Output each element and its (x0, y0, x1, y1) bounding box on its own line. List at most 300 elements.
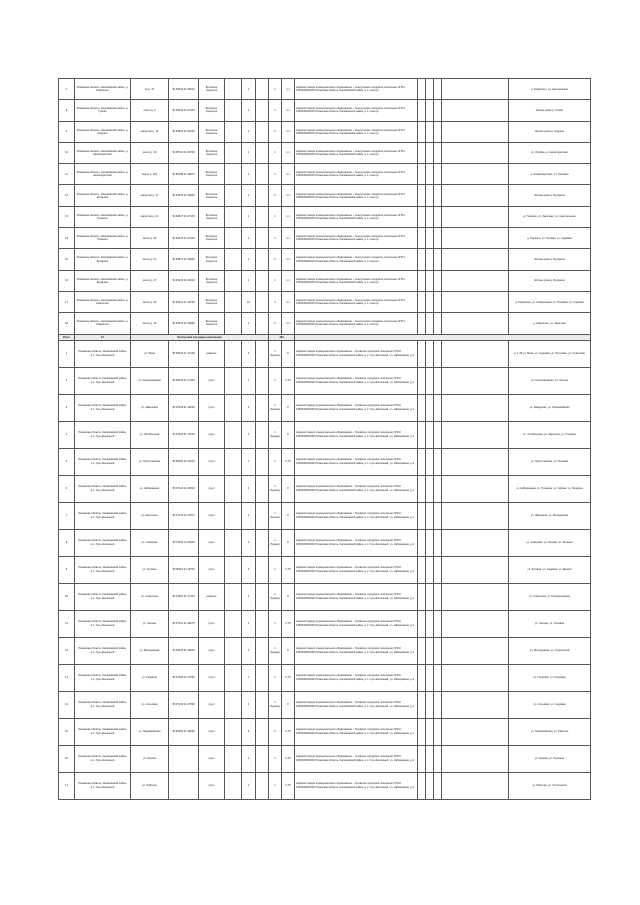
cell-vol: 1 (242, 228, 256, 249)
cell-surface: грунт (199, 664, 225, 691)
cell-place: Рязанская область, Касимовский район, р.п. Гусь-Железный (75, 718, 131, 745)
cell-src: Жилые дома д. Бухарино (509, 249, 591, 270)
table-row (59, 448, 591, 475)
cell-coords: 55.07612 41.18275 (169, 610, 199, 637)
cell-n: 8 (59, 100, 75, 121)
cell-owner: Администрация муниципального образования – Гусевское городское поселение ОГРН 1056206000246 Рязанская область, Касимовский район, р.п. Гусь-Железный, ул. Набережная, д.1 (295, 718, 418, 745)
empty-cell (418, 291, 426, 312)
cell-src: ул. Заводская, ул. Первомайская (509, 394, 591, 421)
empty-cell (426, 121, 434, 142)
empty-cell (434, 421, 442, 448)
cell-kt: 0,75 (282, 367, 295, 394)
cell-kt: 1,1 (282, 270, 295, 291)
empty-cell (418, 340, 426, 367)
cell-vol: 4 (242, 394, 256, 421)
cell-surface: грунт (199, 448, 225, 475)
empty-cell (418, 664, 426, 691)
empty-cell (225, 185, 242, 206)
empty-cell (426, 185, 434, 206)
cell-place: Рязанская область, Касимовский район, р.п. Гусь-Железный (75, 502, 131, 529)
empty-cell (442, 249, 509, 270)
empty-cell (225, 228, 242, 249)
empty-cell (426, 448, 434, 475)
empty-cell (442, 583, 509, 610)
cell-surface: асфальт (199, 583, 225, 610)
cell-src: ул. Пролетарская, ул. Полевая (509, 448, 591, 475)
cell-coords: 54.93425 41.27040 (169, 228, 199, 249)
cell-coords: 55.07130 41.17590 (169, 691, 199, 718)
cell-coords: 54.93436 41.39912 (169, 79, 199, 100)
empty-cell (225, 502, 242, 529)
cell-owner: Администрация муниципального образования – Гусевское городское поселение ОГРН 1056206000246 Рязанская область, Касимовский район, р.п. Гусь-Железный, ул. Набережная, д.1 (295, 691, 418, 718)
empty-cell (442, 691, 509, 718)
empty-cell (426, 583, 434, 610)
empty-cell (434, 529, 442, 556)
empty-cell (426, 556, 434, 583)
empty-cell (434, 249, 442, 270)
cell-owner: Администрация муниципального образования – Гусевское городское поселение ОГРН 1056206000246 Рязанская область, Касимовский район, р.п. Гусь-Железный, ул. Набережная, д.1 (295, 367, 418, 394)
empty-cell (256, 745, 269, 772)
cell-n: 11 (59, 610, 75, 637)
cell-coords: 54.93412 41.29790 (169, 291, 199, 312)
cell-vol: 1 (242, 664, 256, 691)
empty-cell (225, 691, 242, 718)
cell-coords: 55.07124 41.16820 (169, 475, 199, 502)
empty-cell (418, 121, 426, 142)
table-row (59, 249, 591, 270)
cell-street: ул. Северная (131, 529, 169, 556)
cell-surface: грунт (199, 637, 225, 664)
empty-cell (442, 121, 509, 142)
cell-street: напротив д. 21 (131, 206, 169, 227)
cell-surface: Бетонное покрытие (199, 270, 225, 291)
cell-vol: 4 (242, 475, 256, 502)
empty-cell (225, 121, 242, 142)
cell-owner: Администрация муниципального образования – Гусевское городское поселение ОГРН 1056206000246 Рязанская область, Касимовский район, р.п. Гусь-Железный, ул. Набережная, д.1 (295, 745, 418, 772)
cell-kt: 8 (282, 340, 295, 367)
empty-cell (434, 691, 442, 718)
empty-cell (418, 228, 426, 249)
cell-sq: 2 (269, 313, 282, 334)
cell-street: ул. Сосновая (131, 691, 169, 718)
table-row (59, 270, 591, 291)
table-row (59, 772, 591, 799)
cell-street: около д. 21 (131, 249, 169, 270)
empty-cell (418, 367, 426, 394)
registry-table (58, 78, 591, 800)
empty-cell (418, 718, 426, 745)
table-row (59, 164, 591, 185)
empty-cell (418, 421, 426, 448)
empty-cell (418, 164, 426, 185)
registry-part-2 (59, 340, 591, 799)
empty-cell (256, 583, 269, 610)
empty-cell (418, 745, 426, 772)
cell-place: Рязанская область, Касимовский район, д. Бухарино (75, 270, 131, 291)
cell-surface: Бетонное покрытие (199, 79, 225, 100)
cell-vol: 1 (242, 79, 256, 100)
cell-place: Рязанская область, Касимовский район, д. Ковригино (75, 291, 131, 312)
cell-kt: 1,1 (282, 121, 295, 142)
cell-n: 8 (59, 529, 75, 556)
cell-place: Рязанская область, Касимовский район, р.п. Гусь-Железный (75, 664, 131, 691)
empty-cell (256, 100, 269, 121)
table-row (59, 228, 591, 249)
cell-kt: 1,1 (282, 142, 295, 163)
empty-cell (442, 772, 509, 799)
cell-surface: Бетонное покрытие (199, 185, 225, 206)
empty-cell (418, 313, 426, 334)
cell-vol: 1 (242, 448, 256, 475)
empty-cell (434, 185, 442, 206)
cell-sq: 4 (269, 291, 282, 312)
empty-cell (434, 583, 442, 610)
cell-surface: грунт (199, 691, 225, 718)
cell-place: Рязанская область, Касимовский район, р.п. Гусь-Железный (75, 367, 131, 394)
empty-cell (256, 291, 269, 312)
cell-src: ул. Рабочая, ул. Строителей (509, 772, 591, 799)
empty-cell (418, 206, 426, 227)
empty-cell (225, 313, 242, 334)
cell-surface: грунт (199, 610, 225, 637)
cell-vol: 4 (242, 529, 256, 556)
cell-surface: грунт (199, 718, 225, 745)
cell-src: д. Ковригино, ул. Центральная (509, 79, 591, 100)
cell-vol: 12 (242, 291, 256, 312)
cell-src: д. Перкино, ул. Луговая, ул. Садовая (509, 228, 591, 249)
cell-vol: 1 (242, 249, 256, 270)
cell-vol: 3 (242, 556, 256, 583)
empty-cell (418, 448, 426, 475)
cell-owner: Администрация муниципального образования – Гусевское городское поселение ОГРН 1056206000246 Рязанская область, Касимовский район, р.п. Гусь-Железный, ул. Набережная, д.1 (295, 529, 418, 556)
cell-owner: Администрация муниципального образования – Гусевское городское поселение ОГРН 1056206000246 Рязанская область, Касимовский район, р.п. Гусь-Железный, ул. Набережная, д.1 (295, 502, 418, 529)
cell-place: Рязанская область, Касимовский район, д. Бухарино (75, 185, 131, 206)
cell-n: 13 (59, 664, 75, 691)
table-row (59, 291, 591, 312)
cell-src: д. Ковригино, ул. Заречная (509, 313, 591, 334)
cell-src: ул. Октябрьская, ул. Заречная, ул. Полевая (509, 421, 591, 448)
cell-owner: Администрация муниципального образования – Сынтульское городское поселение ОГРН 1056206000215 Рязанская область, Касимовский район, р.п. Сынтул (295, 228, 418, 249)
cell-sq: 1 (269, 367, 282, 394)
empty-cell (256, 249, 269, 270)
empty-cell (434, 448, 442, 475)
cell-street: ул. Лесная (131, 610, 169, 637)
cell-sq: 1 (бункер) (269, 637, 282, 664)
cell-place: Рязанская область, Касимовский район, д. Перкино (75, 206, 131, 227)
cell-sq: 1 (269, 100, 282, 121)
cell-surface: грунт (199, 475, 225, 502)
cell-n: 6 (59, 475, 75, 502)
cell-street: ул. Мира (131, 340, 169, 367)
empty-cell (426, 529, 434, 556)
registry-part-1 (59, 79, 591, 335)
cell-street: ул. Школьная (131, 502, 169, 529)
cell-coords: 55.06542 41.17444 (169, 367, 199, 394)
empty-cell (442, 718, 509, 745)
cell-sq: 1 (269, 610, 282, 637)
cell-kt: 1,1 (282, 206, 295, 227)
cell-owner: Администрация муниципального образования – Гусевское городское поселение ОГРН 1056206000246 Рязанская область, Касимовский район, р.п. Гусь-Железный, ул. Набережная, д.1 (295, 475, 418, 502)
cell-sq: 1 (бункер) (269, 475, 282, 502)
cell-sq: 1 (269, 772, 282, 799)
empty-cell (434, 637, 442, 664)
cell-kt: 0,75 (282, 556, 295, 583)
cell-vol: 1 (242, 745, 256, 772)
empty-cell (256, 367, 269, 394)
empty-cell (434, 394, 442, 421)
cell-place: Рязанская область, Касимовский район, р.п. Гусь-Железный (75, 475, 131, 502)
cell-n: 14 (59, 691, 75, 718)
cell-kt: 1,1 (282, 185, 295, 206)
cell-place: Рязанская область, Касимовский район, р.п. Гусь-Железный (75, 448, 131, 475)
empty-cell (442, 367, 509, 394)
cell-coords: 55.07190 41.17530 (169, 664, 199, 691)
empty-cell (426, 228, 434, 249)
table-row (59, 421, 591, 448)
empty-cell (442, 610, 509, 637)
empty-cell (442, 475, 509, 502)
cell-vol: 4 (242, 583, 256, 610)
cell-street: около д. 16 (131, 313, 169, 334)
table-row (59, 529, 591, 556)
cell-vol: 3 (242, 718, 256, 745)
empty-cell (434, 164, 442, 185)
empty-cell (442, 291, 509, 312)
cell-sq: 1 (269, 745, 282, 772)
cell-kt: 8 (282, 421, 295, 448)
cell-kt: 8 (282, 691, 295, 718)
cell-sq: 1 (бункер) (269, 421, 282, 448)
cell-street: около д. 115 (131, 164, 169, 185)
empty-cell (418, 610, 426, 637)
empty-cell (256, 142, 269, 163)
cell-sq: 2 (269, 718, 282, 745)
cell-vol: 1 (242, 142, 256, 163)
cell-street: ул. Пролетарская (131, 448, 169, 475)
empty-cell (418, 270, 426, 291)
empty-cell (426, 637, 434, 664)
cell-owner: Администрация муниципального образования – Гусевское городское поселение ОГРН 1056206000246 Рязанская область, Касимовский район, р.п. Гусь-Железный, ул. Набережная, д.1 (295, 772, 418, 799)
cell-street: за д. 76 (131, 79, 169, 100)
empty-cell (418, 502, 426, 529)
empty-cell (434, 367, 442, 394)
table-row (59, 79, 591, 100)
cell-sq: 1 (бункер) (269, 502, 282, 529)
empty-cell (426, 664, 434, 691)
empty-cell (442, 206, 509, 227)
empty-cell (225, 745, 242, 772)
empty-cell (434, 502, 442, 529)
cell-sq: 1 (бункер) (269, 691, 282, 718)
cell-owner: Администрация муниципального образования – Сынтульское городское поселение ОГРН 1056206000215 Рязанская область, Касимовский район, р.п. Сынтул (295, 270, 418, 291)
cell-src: ул. Советская, ул. Кооперативная (509, 583, 591, 610)
cell-vol: 1 (242, 367, 256, 394)
cell-street: около д. 27 (131, 270, 169, 291)
cell-src: ул. Гагарина, ул. Сосновая (509, 664, 591, 691)
empty-cell (418, 637, 426, 664)
cell-place: Рязанская область, Касимовский район, д. Кудрино (75, 121, 131, 142)
cell-n: 10 (59, 583, 75, 610)
cell-surface: Бетонное покрытие (199, 228, 225, 249)
cell-sq: 1 (бункер) (269, 529, 282, 556)
empty-cell (256, 718, 269, 745)
cell-coords: 55.07000 41.17170 (169, 583, 199, 610)
empty-cell (426, 249, 434, 270)
empty-cell (434, 610, 442, 637)
empty-cell (434, 291, 442, 312)
cell-sq: 1 (269, 206, 282, 227)
empty-cell (418, 249, 426, 270)
cell-place: Рязанская область, Касимовский район, р.п. Гусь-Железный (75, 637, 131, 664)
total-label: Итого (59, 334, 75, 340)
cell-coords: 54.93627 41.27105 (169, 206, 199, 227)
cell-street: ул. Молодежная (131, 637, 169, 664)
cell-src: ул. Первомайская, ул. Рабочая (509, 718, 591, 745)
empty-cell (442, 313, 509, 334)
cell-street: ул. Первомайская (131, 718, 169, 745)
cell-coords: 55.06650 41.16414 (169, 448, 199, 475)
cell-src: д. Анемподистово, ул. Полевая (509, 164, 591, 185)
empty-cell (442, 185, 509, 206)
cell-sq: 1 (269, 664, 282, 691)
table-row (59, 502, 591, 529)
cell-sq: 1 (269, 164, 282, 185)
cell-vol: 1 (242, 313, 256, 334)
cell-street: ул. Кооперативная (131, 367, 169, 394)
cell-vol: 4 (242, 637, 256, 664)
table-row (59, 691, 591, 718)
cell-street: около д. 20 (131, 291, 169, 312)
cell-kt: 8 (282, 394, 295, 421)
cell-n: 15 (59, 718, 75, 745)
cell-n: 4 (59, 421, 75, 448)
empty-cell (434, 100, 442, 121)
cell-coords (169, 745, 199, 772)
cell-vol: 1 (242, 185, 256, 206)
cell-owner: Администрация муниципального образования – Гусевское городское поселение ОГРН 1056206000246 Рязанская область, Касимовский район, р.п. Гусь-Железный, ул. Набережная, д.1 (295, 340, 418, 367)
cell-sq: 1 (269, 448, 282, 475)
cell-surface: грунт (199, 745, 225, 772)
cell-sq: 1 (269, 249, 282, 270)
empty-cell (256, 529, 269, 556)
empty-cell (418, 475, 426, 502)
cell-surface: грунт (199, 772, 225, 799)
cell-street: напротив д. 14 (131, 121, 169, 142)
empty-cell (426, 313, 434, 334)
empty-cell (256, 421, 269, 448)
empty-cell (225, 421, 242, 448)
empty-cell (426, 691, 434, 718)
cell-src: ул. Луговая, д. Анемподистово (509, 142, 591, 163)
cell-n: 16 (59, 270, 75, 291)
cell-n: 3 (59, 394, 75, 421)
empty-cell (418, 185, 426, 206)
cell-place: Рязанская область, Касимовский район, д. Перкино (75, 228, 131, 249)
cell-coords: 54.93433 41.29936 (169, 313, 199, 334)
empty-cell (434, 772, 442, 799)
empty-cell (442, 164, 509, 185)
table-row (59, 583, 591, 610)
cell-surface: асфальт (199, 340, 225, 367)
empty-cell (225, 583, 242, 610)
cell-surface: Бетонное покрытие (199, 249, 225, 270)
cell-coords: 55.06950 41.18030 (169, 718, 199, 745)
cell-surface: Бетонное покрытие (199, 164, 225, 185)
empty-cell (256, 270, 269, 291)
registry-sheet (58, 78, 590, 800)
cell-owner: Администрация муниципального образования – Сынтульское городское поселение ОГРН 1056206000215 Рязанская область, Касимовский район, р.п. Сынтул (295, 185, 418, 206)
cell-src: ул. Северная, ул. Лесная, ул. Зеленая (509, 529, 591, 556)
table-row (59, 718, 591, 745)
empty-cell (442, 270, 509, 291)
empty-cell (256, 691, 269, 718)
empty-cell (256, 164, 269, 185)
empty-cell (256, 313, 269, 334)
cell-place: Рязанская область, Касимовский район, р.п. Гусь-Железный (75, 421, 131, 448)
cell-kt: 1,1 (282, 313, 295, 334)
cell-place: Рязанская область, Касимовский район, р.п. Гусь-Железный (75, 772, 131, 799)
empty-cell (256, 121, 269, 142)
table-row (59, 664, 591, 691)
cell-coords: 55.07642 41.18115 (169, 529, 199, 556)
cell-n: 15 (59, 249, 75, 270)
empty-cell (256, 475, 269, 502)
cell-sq: 1 (269, 185, 282, 206)
table-row (59, 313, 591, 334)
cell-coords: 54.93993 41.30140 (169, 121, 199, 142)
empty-cell (442, 100, 509, 121)
empty-cell (434, 664, 442, 691)
cell-vol: 4 (242, 340, 256, 367)
cell-street: напротив д. 17 (131, 185, 169, 206)
table-row (59, 206, 591, 227)
empty-cell (225, 637, 242, 664)
table-row (59, 610, 591, 637)
cell-src: ул. Школьная, ул. Молодежная (509, 502, 591, 529)
cell-place: Рязанская область, Касимовский район, р.п. Гусь-Железный (75, 610, 131, 637)
cell-coords: 55.07218 41.18226 (169, 394, 199, 421)
cell-surface: грунт (199, 502, 225, 529)
empty-cell (225, 394, 242, 421)
empty-cell (225, 270, 242, 291)
empty-cell (426, 142, 434, 163)
empty-cell (426, 394, 434, 421)
cell-place: Рязанская область, Касимовский район, р.п. Гусь-Железный (75, 583, 131, 610)
cell-surface: грунт (199, 529, 225, 556)
cell-src: Жилые дома д. Бухарино (509, 185, 591, 206)
cell-coords: 54.95874 41.30046 (169, 249, 199, 270)
cell-kt: 8 (282, 583, 295, 610)
cell-vol: 4 (242, 502, 256, 529)
empty-cell (225, 142, 242, 163)
table-row (59, 142, 591, 163)
cell-kt: 8 (282, 475, 295, 502)
cell-vol: 4 (242, 421, 256, 448)
empty-cell (256, 79, 269, 100)
cell-place: Рязанская область, Касимовский район, р.п. Гусь-Железный (75, 529, 131, 556)
empty-cell (418, 583, 426, 610)
empty-cell (256, 340, 269, 367)
empty-cell (434, 556, 442, 583)
cell-sq: 1 (бункер) (269, 583, 282, 610)
cell-n: 10 (59, 142, 75, 163)
cell-vol: 1 (242, 121, 256, 142)
empty-cell (256, 610, 269, 637)
cell-kt: 0,75 (282, 448, 295, 475)
empty-cell (442, 421, 509, 448)
empty-cell (225, 556, 242, 583)
cell-owner: Администрация муниципального образования – Сынтульское городское поселение ОГРН 1056206000215 Рязанская область, Касимовский район, р.п. Сынтул (295, 313, 418, 334)
